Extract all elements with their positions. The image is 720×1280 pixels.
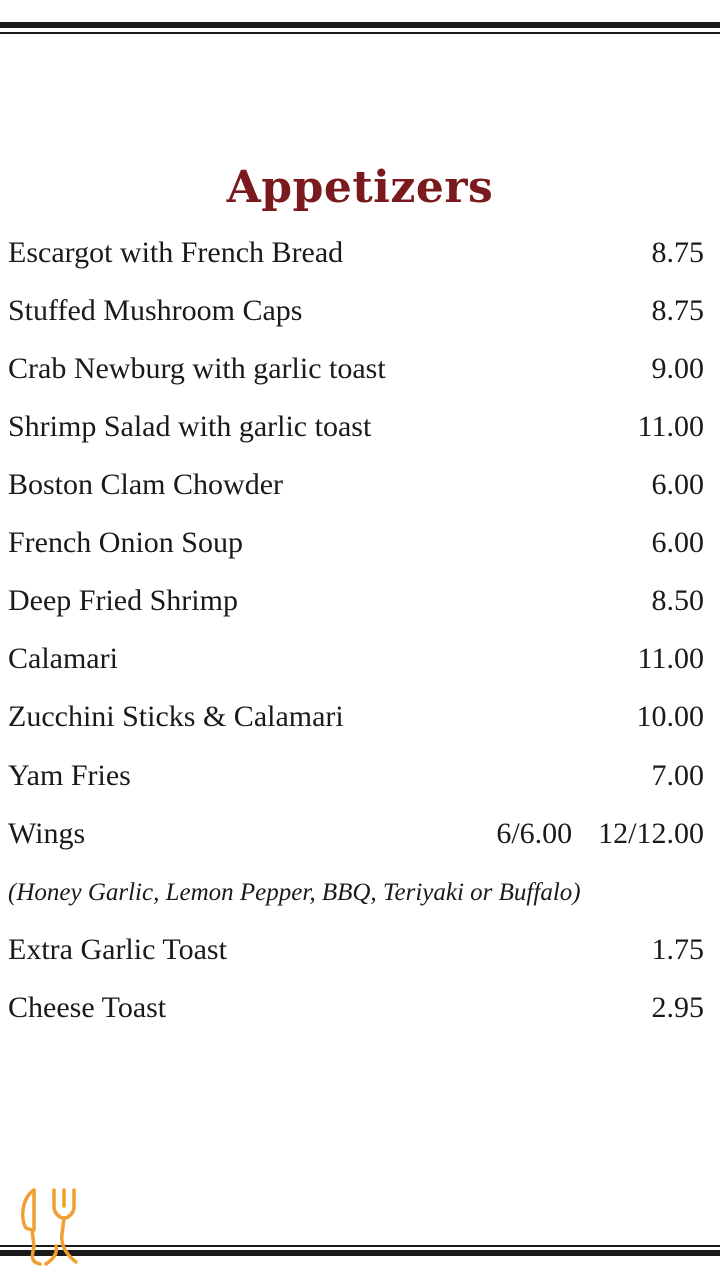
item-name: Stuffed Mushroom Caps — [8, 294, 303, 327]
item-price: 9.00 — [651, 352, 704, 385]
bottom-rule-thick — [0, 1250, 720, 1256]
fork-knife-icon — [16, 1186, 86, 1268]
menu-item — [8, 407, 704, 447]
item-name: Crab Newburg with garlic toast — [8, 352, 386, 385]
menu-item — [8, 988, 704, 1028]
item-price: 6.00 — [651, 468, 704, 501]
item-price: 8.75 — [651, 236, 704, 269]
item-name: French Onion Soup — [8, 526, 243, 559]
item-name: Boston Clam Chowder — [8, 468, 283, 501]
bottom-rule-thin — [0, 1245, 720, 1247]
menu-item — [8, 233, 704, 273]
menu-item — [8, 523, 704, 563]
menu-item — [8, 291, 704, 331]
wings-price-large: 12/12.00 — [598, 817, 704, 850]
menu-item-wings — [8, 814, 704, 854]
item-name: Wings — [8, 817, 86, 850]
menu-item — [8, 756, 704, 796]
item-price: 2.95 — [651, 991, 704, 1024]
item-price: 6.00 — [651, 526, 704, 559]
item-name: Extra Garlic Toast — [8, 933, 227, 966]
section-title: Appetizers — [226, 162, 494, 213]
menu-item — [8, 349, 704, 389]
item-price: 11.00 — [637, 410, 704, 443]
menu-item — [8, 465, 704, 505]
item-name: Escargot with French Bread — [8, 236, 344, 269]
item-price: 11.00 — [637, 642, 704, 675]
top-rule-thin — [0, 32, 720, 34]
wings-price-small: 6/6.00 — [496, 817, 573, 850]
item-price: 8.50 — [651, 584, 704, 617]
wings-flavor-note: (Honey Garlic, Lemon Pepper, BBQ, Teriyaki or Buffalo) — [8, 879, 581, 906]
wings-prices — [496, 817, 704, 851]
item-price: 1.75 — [651, 933, 704, 966]
top-rule-thick — [0, 22, 720, 28]
menu-item — [8, 581, 704, 621]
item-price: 10.00 — [636, 700, 704, 733]
menu-item — [8, 639, 704, 679]
item-name: Yam Fries — [8, 759, 131, 792]
item-name: Shrimp Salad with garlic toast — [8, 410, 372, 443]
item-price: 7.00 — [651, 759, 704, 792]
menu-item — [8, 930, 704, 970]
item-name: Deep Fried Shrimp — [8, 584, 238, 617]
item-name: Zucchini Sticks & Calamari — [8, 700, 344, 733]
item-name: Calamari — [8, 642, 118, 675]
item-name: Cheese Toast — [8, 991, 167, 1024]
item-price: 8.75 — [651, 294, 704, 327]
menu-item — [8, 697, 704, 737]
